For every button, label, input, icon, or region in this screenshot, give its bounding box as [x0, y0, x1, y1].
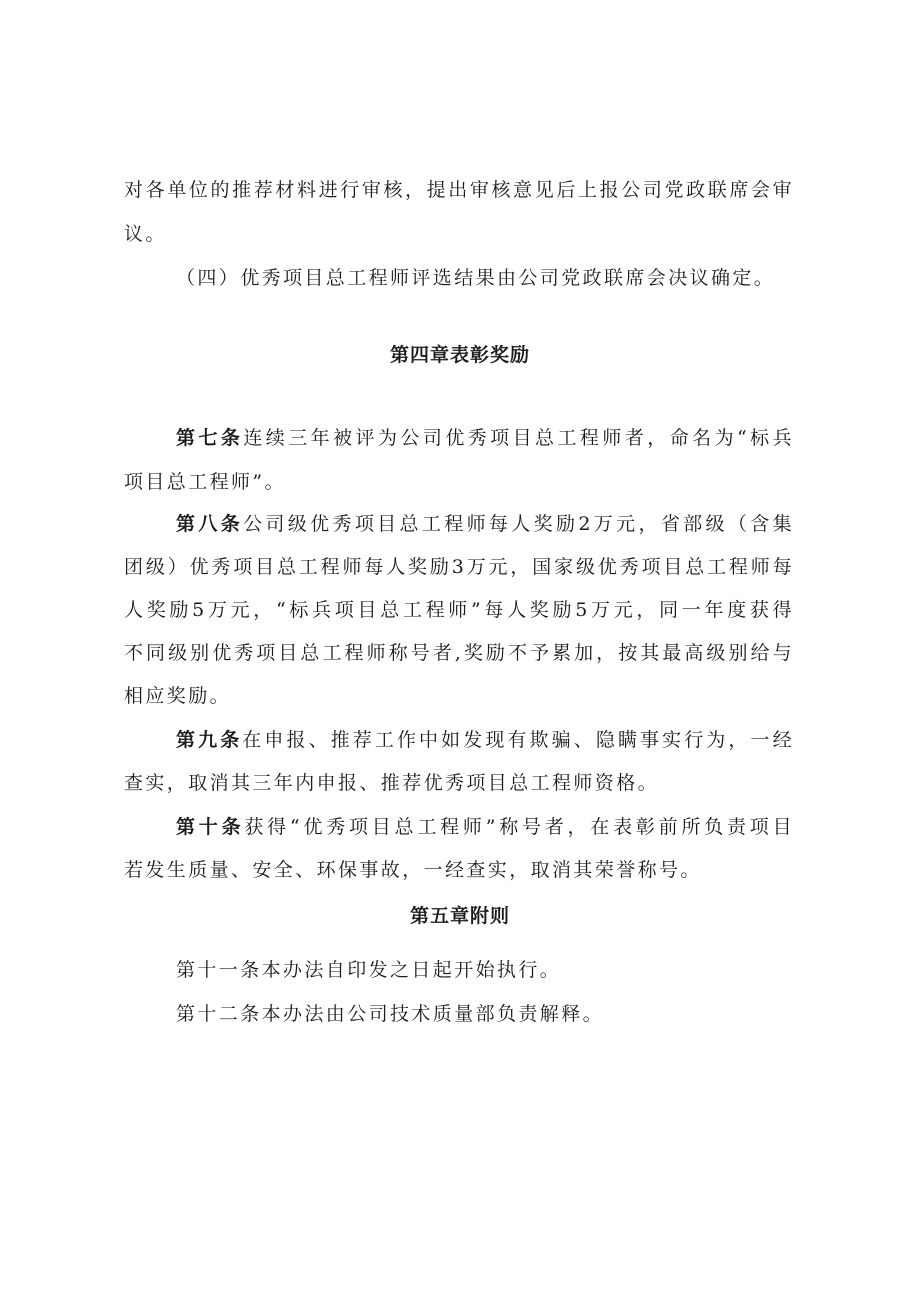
- article-eight-text: 公司级优秀项目总工程师每人奖励2万元，省部级（含集: [243, 513, 794, 535]
- article-ten-line-1: [176, 815, 794, 839]
- paragraph-continuation-line-2: 议。: [124, 223, 167, 245]
- article-eight-label: 第八条: [176, 513, 244, 535]
- article-nine-line-1: [176, 728, 794, 752]
- chapter-four-heading: 第四章表彰奖励: [389, 344, 530, 366]
- article-seven-line-1: [176, 426, 794, 450]
- article-ten-line-2: 若发生质量、安全、环保事故，一经查实，取消其荣誉称号。: [124, 859, 702, 881]
- article-nine-text: 在申报、推荐工作中如发现有欺骗、隐瞒事实行为，一经: [242, 729, 794, 751]
- article-seven-line-2: 项目总工程师”。: [124, 471, 286, 493]
- chapter-five-heading: 第五章附则: [409, 905, 510, 927]
- article-nine-line-2: 查实，取消其三年内申报、推荐优秀项目总工程师资格。: [124, 772, 660, 794]
- article-eight-line-4: 不同级别优秀项目总工程师称号者,奖励不予累加，按其最高级别给与: [124, 642, 794, 664]
- article-ten-text: 获得“优秀项目总工程师”称号者，在表彰前所负责项目: [244, 816, 794, 838]
- article-seven-text: 连续三年被评为公司优秀项目总工程师者，命名为“标兵: [243, 427, 795, 449]
- article-eight-line-1: [176, 512, 794, 536]
- article-twelve: 第十二条本办法由公司技术质量部负责解释。: [176, 1003, 605, 1025]
- article-eight-line-5: 相应奖励。: [124, 685, 232, 707]
- article-eight-line-2: 团级）优秀项目总工程师每人奖励3万元，国家级优秀项目总工程师每: [124, 556, 794, 578]
- paragraph-continuation-line-1: 对各单位的推荐材料进行审核，提出审核意见后上报公司党政联席会审: [124, 179, 794, 201]
- paragraph-item-four: （四）优秀项目总工程师评选结果由公司党政联席会决议确定。: [176, 267, 776, 289]
- article-seven-label: 第七条: [176, 427, 244, 449]
- article-eleven: 第十一条本办法自印发之日起开始执行。: [176, 959, 562, 981]
- article-eight-line-3: 人奖励5万元，“标兵项目总工程师”每人奖励5万元，同一年度获得: [124, 599, 794, 621]
- article-ten-label: 第十条: [176, 816, 245, 838]
- article-nine-label: 第九条: [176, 729, 243, 751]
